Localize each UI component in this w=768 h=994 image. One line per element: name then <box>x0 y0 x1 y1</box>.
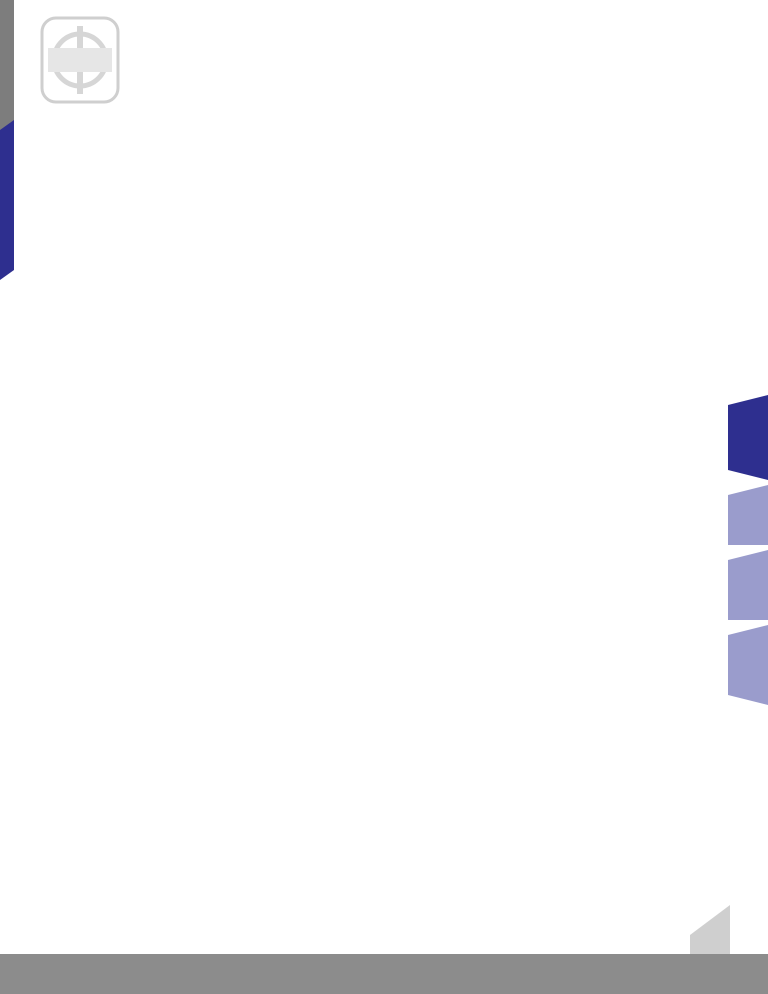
right-decor <box>728 395 768 725</box>
left-decor <box>0 0 20 280</box>
footer-bar <box>0 954 768 994</box>
enar-logo <box>34 12 126 112</box>
footer-corner <box>690 905 730 955</box>
